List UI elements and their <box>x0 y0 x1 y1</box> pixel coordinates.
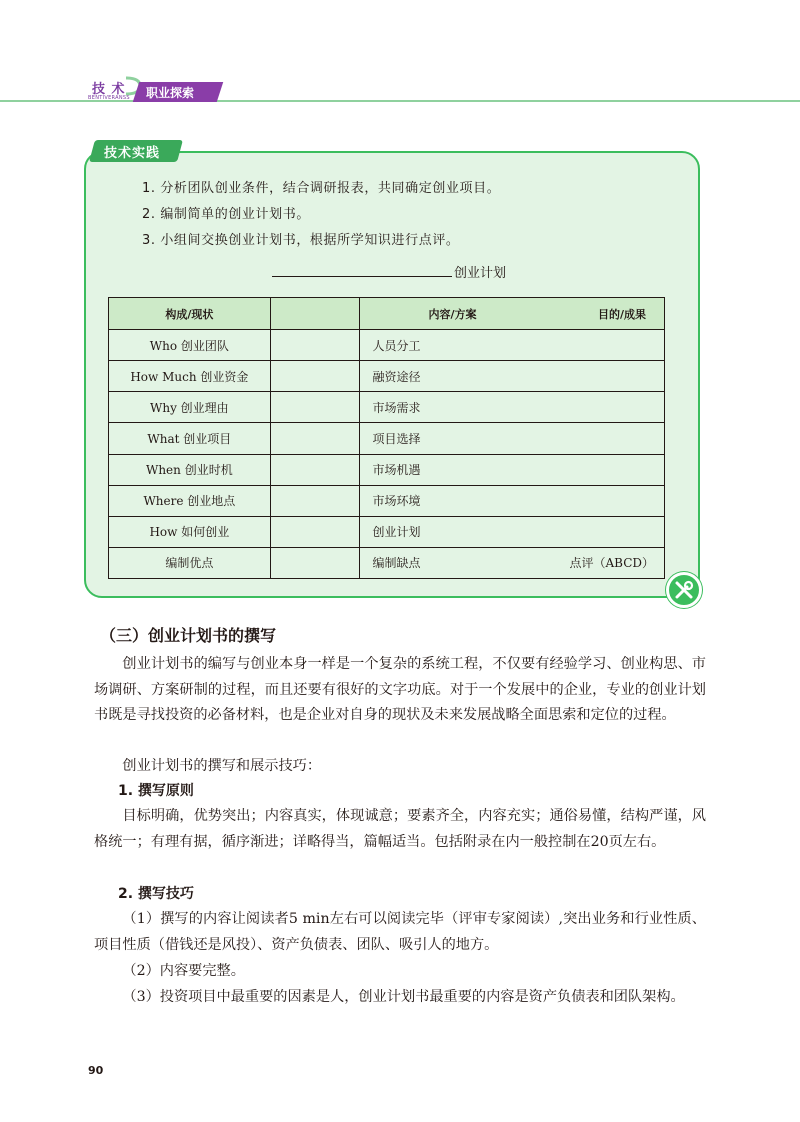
row-content: 市场需求 <box>360 392 665 423</box>
table-row <box>109 361 665 392</box>
summary-right-cell <box>360 547 665 578</box>
task-item: 2. 编制简单的创业计划书。 <box>142 207 310 222</box>
row-status-cell <box>270 547 360 578</box>
row-item: Why 创业理由 <box>109 392 271 423</box>
paragraph-tips-lead: 创业计划书的撰写和展示技巧： <box>122 758 322 774</box>
plan-title-blank <box>272 276 452 277</box>
row-item: How Much 创业资金 <box>109 361 271 392</box>
task-item: 1. 分析团队创业条件，结合调研报表，共同确定创业项目。 <box>142 181 501 196</box>
row-content: 融资途径 <box>360 361 665 392</box>
header-content-label: 内容/方案 <box>428 307 477 321</box>
table-row-summary <box>109 547 665 578</box>
header-cell-blank <box>270 298 360 330</box>
row-content: 市场环境 <box>360 485 665 516</box>
row-item: When 创业时机 <box>109 454 271 485</box>
row-content: 项目选择 <box>360 423 665 454</box>
summary-weaknesses: 编制缺点 <box>372 556 421 571</box>
header-cell-structure: 构成/现状 <box>109 298 271 330</box>
row-item: How 如何创业 <box>109 516 271 547</box>
summary-strengths: 编制优点 <box>109 547 271 578</box>
page-number: 90 <box>88 1064 104 1077</box>
row-item: Where 创业地点 <box>109 485 271 516</box>
task-item: 3. 小组间交换创业计划书，根据所学知识进行点评。 <box>142 233 460 248</box>
header-title: 技 术 <box>92 82 126 97</box>
row-status-cell <box>270 361 360 392</box>
table-row <box>109 454 665 485</box>
plan-title: 创业计划 <box>454 266 507 281</box>
subheading-techniques: 2. 撰写技巧 <box>118 886 194 902</box>
header-subtitle: BENTIVERANSS <box>88 95 130 101</box>
row-status-cell <box>270 454 360 485</box>
row-status-cell <box>270 330 360 361</box>
row-item: What 创业项目 <box>109 423 271 454</box>
subheading-principles: 1. 撰写原则 <box>118 783 194 799</box>
table-row <box>109 423 665 454</box>
paragraph-technique-2: （2）内容要完整。 <box>122 963 245 979</box>
paragraph-intro: 创业计划书的编写与创业本身一样是一个复杂的系统工程，不仅要有经验学习、创业构思、市场调研、方案研制的过程，而且还要有很好的文字功底。对于一个发展中的企业，专业的创业计划书既是寻找投资的必备材料，也是企业对自身的现状及未来发展战略全面思索和定位的过程。 <box>94 656 706 723</box>
row-content: 人员分工 <box>360 330 665 361</box>
table-header-row <box>109 298 665 330</box>
row-status-cell <box>270 392 360 423</box>
header-goal-label: 目的/成果 <box>597 307 646 321</box>
row-status-cell <box>270 485 360 516</box>
row-content: 创业计划 <box>360 516 665 547</box>
row-content: 市场机遇 <box>360 454 665 485</box>
row-item: Who 创业团队 <box>109 330 271 361</box>
row-status-cell <box>270 516 360 547</box>
paragraph-principles: 目标明确，优势突出；内容真实，体现诚意；要素齐全，内容充实；通俗易懂，结构严谨，风格统一；有理有据，循序渐进；详略得当，篇幅适当。包括附录在内一般控制在20页左右。 <box>94 808 706 850</box>
plan-table <box>108 297 665 579</box>
wrench-screwdriver-icon <box>673 579 695 601</box>
header-cell-content <box>360 298 665 330</box>
table-row <box>109 485 665 516</box>
tools-icon <box>666 572 702 608</box>
header-tab-label: 职业探索 <box>146 86 195 100</box>
running-header <box>0 74 800 114</box>
table-row <box>109 330 665 361</box>
section-title: （三）创业计划书的撰写 <box>100 626 277 645</box>
summary-rating: 点评（ABCD） <box>569 556 654 571</box>
paragraph-technique-3: （3）投资项目中最重要的因素是人，创业计划书最重要的内容是资产负债表和团队架构。 <box>122 989 685 1005</box>
row-status-cell <box>270 423 360 454</box>
table-row <box>109 392 665 423</box>
practice-tab-label: 技术实践 <box>104 146 161 161</box>
table-row <box>109 516 665 547</box>
paragraph-technique-1: （1）撰写的内容让阅读者5 min左右可以阅读完毕（评审专家阅读）,突出业务和行业性质、项目性质（借钱还是风投）、资产负债表、团队、吸引人的地方。 <box>94 911 706 953</box>
